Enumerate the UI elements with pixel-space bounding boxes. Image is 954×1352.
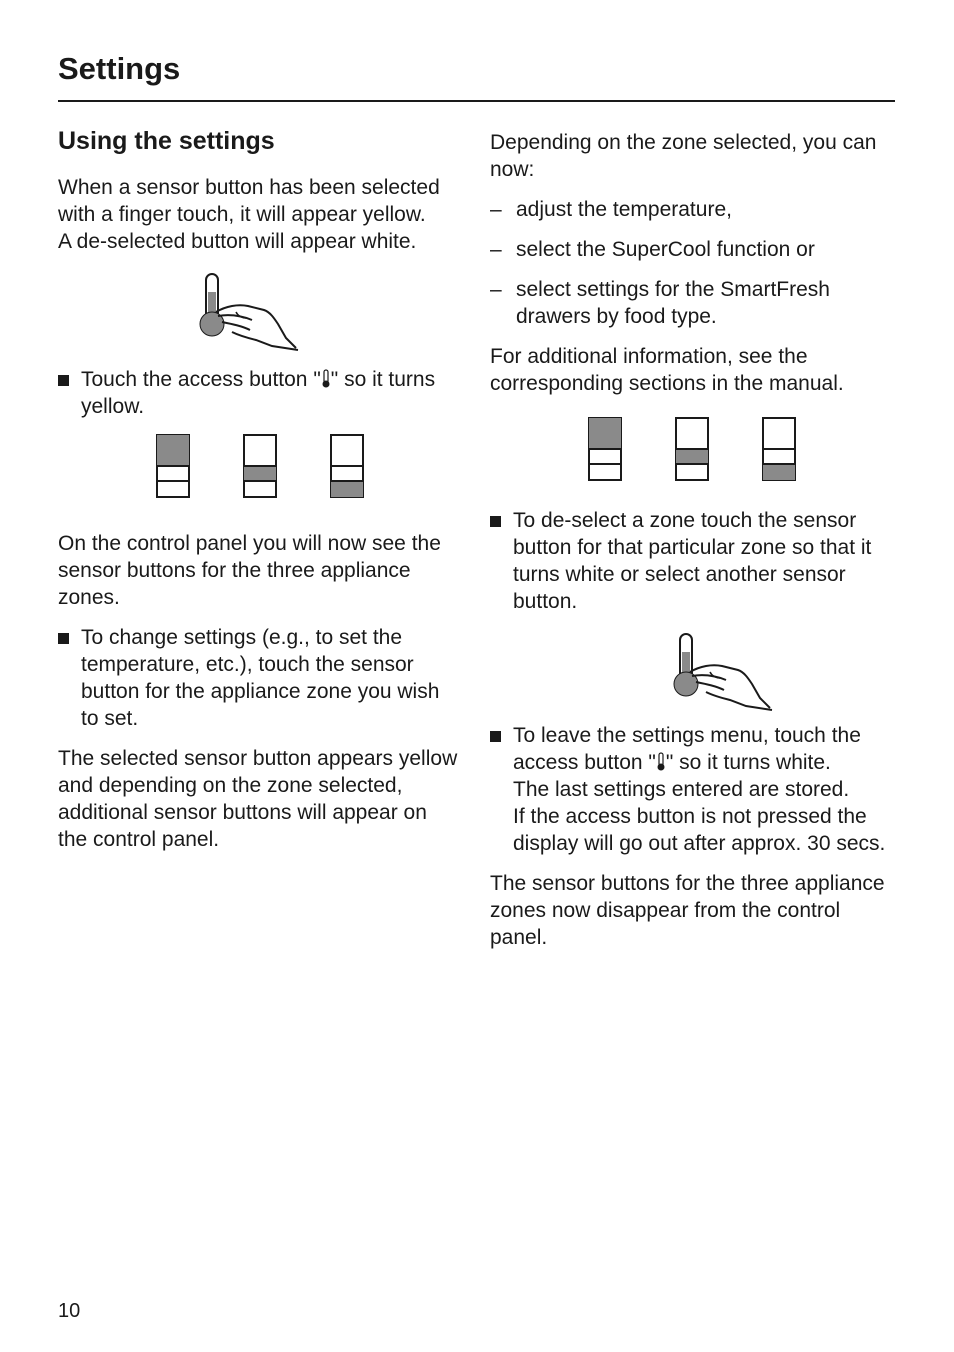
disappear-paragraph: The sensor buttons for the three appliance zones now disappear from the control panel.: [490, 872, 885, 949]
page-number: 10: [58, 1300, 81, 1322]
bullet-square-icon: [58, 375, 69, 386]
thermometer-icon: [656, 752, 666, 772]
dash-item: – adjust the temperature,: [490, 198, 732, 221]
intro-line-2: A de-selected button will appear white.: [58, 230, 417, 253]
bullet-square-icon: [490, 731, 501, 742]
intro-line-1: When a sensor button has been selected with a finger touch, it will appear yellow.: [58, 176, 440, 226]
intro-paragraph: [58, 174, 458, 255]
bullet-leave-menu: To leave the settings menu, touch the access button " " so it turns white. The last settings entered are stored. If the access button is not pressed the display will go out after approx. 30 secs.: [490, 722, 900, 857]
bullet-touch-access: Touch the access button " " so it turns yellow.: [58, 366, 458, 420]
selected-paragraph: The selected sensor button appears yellow and depending on the zone selected, additional sensor buttons will appear on the control panel.: [58, 747, 458, 851]
bullet-square-icon: [58, 633, 69, 644]
sensor-buttons-icon: [588, 417, 804, 483]
depending-paragraph: Depending on the zone selected, you can now:: [490, 131, 877, 181]
thermometer-icon: [321, 369, 331, 389]
dash-item: – select the SuperCool function or: [490, 238, 815, 261]
bullet-square-icon: [490, 516, 501, 527]
info-paragraph: For additional information, see the corresponding sections in the manual.: [490, 345, 844, 395]
dash-item: – select settings for the SmartFresh drawers by food type.: [490, 278, 830, 328]
page-title: Settings: [58, 51, 181, 86]
right-column: [490, 129, 900, 964]
finger-touch-thermometer-icon: [186, 268, 316, 354]
bullet-deselect: To de-select a zone touch the sensor button for that particular zone so that it turns white or select another sensor button.: [490, 507, 900, 615]
zones-paragraph: On the control panel you will now see the sensor buttons for the three appliance zones.: [58, 532, 441, 609]
title-divider: [58, 100, 895, 102]
sensor-buttons-icon: [156, 434, 372, 500]
section-title: Using the settings: [58, 127, 275, 155]
bullet-change-settings: To change settings (e.g., to set the temperature, etc.), touch the sensor button for the appliance zone you wish to set.: [58, 624, 458, 732]
finger-touch-thermometer-icon: [660, 628, 790, 714]
left-column: [58, 124, 458, 866]
